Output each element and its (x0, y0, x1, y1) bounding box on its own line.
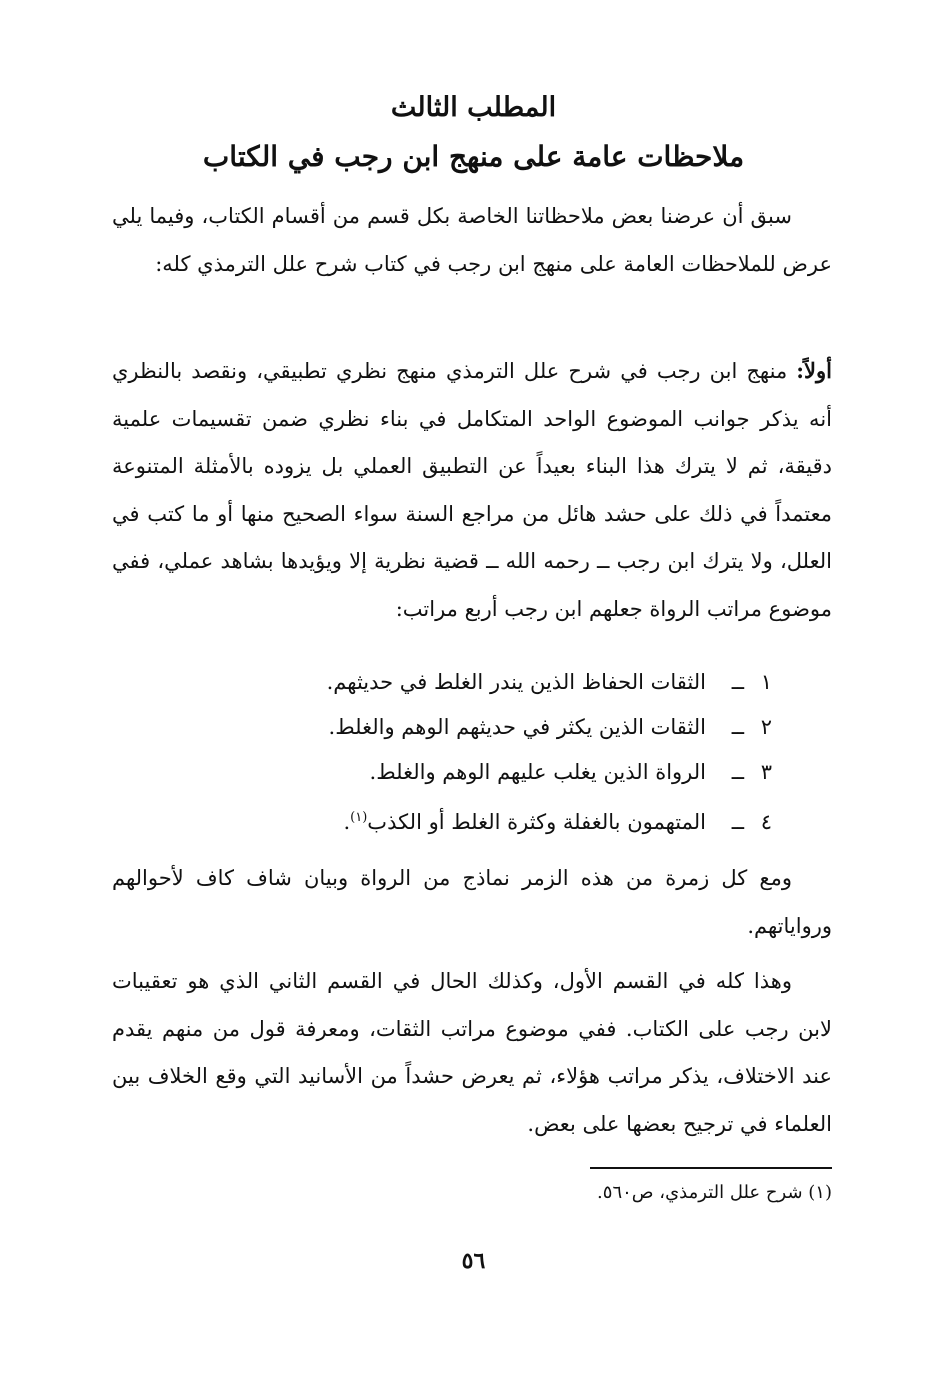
rank-text: الثقات الحفاظ الذين يندر الغلط في حديثهم. (326, 670, 706, 694)
page-number: ٥٦ (461, 1248, 486, 1274)
rank-number: ٢ (760, 715, 772, 739)
list-item (172, 660, 772, 705)
rank-end-mark: . (343, 810, 351, 834)
rank-text: الثقات الذين يكثر في حديثهم الوهم والغلط. (328, 715, 706, 739)
footnote-divider (590, 1167, 832, 1169)
first-point-paragraph (112, 347, 832, 633)
intro-paragraph: سبق أن عرضنا بعض ملاحظاتنا الخاصة بكل قسم من أقسام الكتاب، وفيما يلي عرض للملاحظات العامة على منهج ابن رجب في كتاب شرح علل الترمذي كله: (112, 204, 832, 276)
narrator-ranks-list (172, 660, 772, 840)
footnote-reference[interactable]: (١) (350, 810, 368, 825)
rank-text: المتهمون بالغفلة وكثرة الغلط أو الكذب (367, 810, 706, 834)
rank-text: الرواة الذين يغلب عليهم الوهم والغلط. (369, 760, 706, 784)
rank-number: ٤ (760, 810, 772, 834)
footnote-marker: (١) (808, 1182, 832, 1203)
dash-glyph: ــ (731, 670, 744, 694)
rank-number: ١ (760, 670, 772, 694)
groups-paragraph: ومع كل زمرة من هذه الزمر نماذج من الرواة وبيان شاف كاف لأحوالهم ورواياتهم. (112, 866, 832, 938)
second-section-paragraph: وهذا كله في القسم الأول، وكذلك الحال في القسم الثاني الذي هو تعقيبات لابن رجب على الكتاب. ففي موضوع مراتب الثقات، ومعرفة قول من منهم يقدم عند الاختلاف، يذكر مراتب هؤلاء، ثم يعرض حشداً من الأسانيد التي وقع الخلاف بين العلماء في ترجيح بعضها على بعض. (112, 969, 832, 1136)
dash-glyph: ــ (731, 760, 744, 784)
list-item (172, 750, 772, 795)
first-point-body: منهج ابن رجب في شرح علل الترمذي منهج نظري تطبيقي، ونقصد بالنظري أنه يذكر جوانب الموضوع الواحد المتكامل في بناء نظري ضمن تقسيمات علمية دقيقة، ثم لا يترك هذا البناء بعيداً عن التطبيق العملي بل يزوده بالأمثلة المتنوعة معتمداً في ذلك على حشد هائل من مراجع السنة سواء الصحيح منها أو ما كتب في العلل، ولا يترك ابن رجب ــ رحمه الله ــ قضية نظرية إلا ويؤيدها بشاهد عملي، ففي موضوع مراتب الرواة جعلهم ابن رجب أربع مراتب: (112, 359, 832, 621)
section-title: المطلب الثالث (390, 92, 557, 123)
first-point-lead: أولاً: (796, 358, 832, 383)
dash-glyph: ــ (731, 715, 744, 739)
rank-number: ٣ (760, 760, 772, 784)
section-subtitle: ملاحظات عامة على منهج ابن رجب في الكتاب (202, 140, 745, 173)
list-item (172, 705, 772, 750)
footnote (232, 1182, 832, 1203)
dash-glyph: ــ (731, 810, 744, 834)
footnote-text: شرح علل الترمذي، ص٥٦٠. (597, 1182, 803, 1203)
list-item (172, 795, 772, 840)
